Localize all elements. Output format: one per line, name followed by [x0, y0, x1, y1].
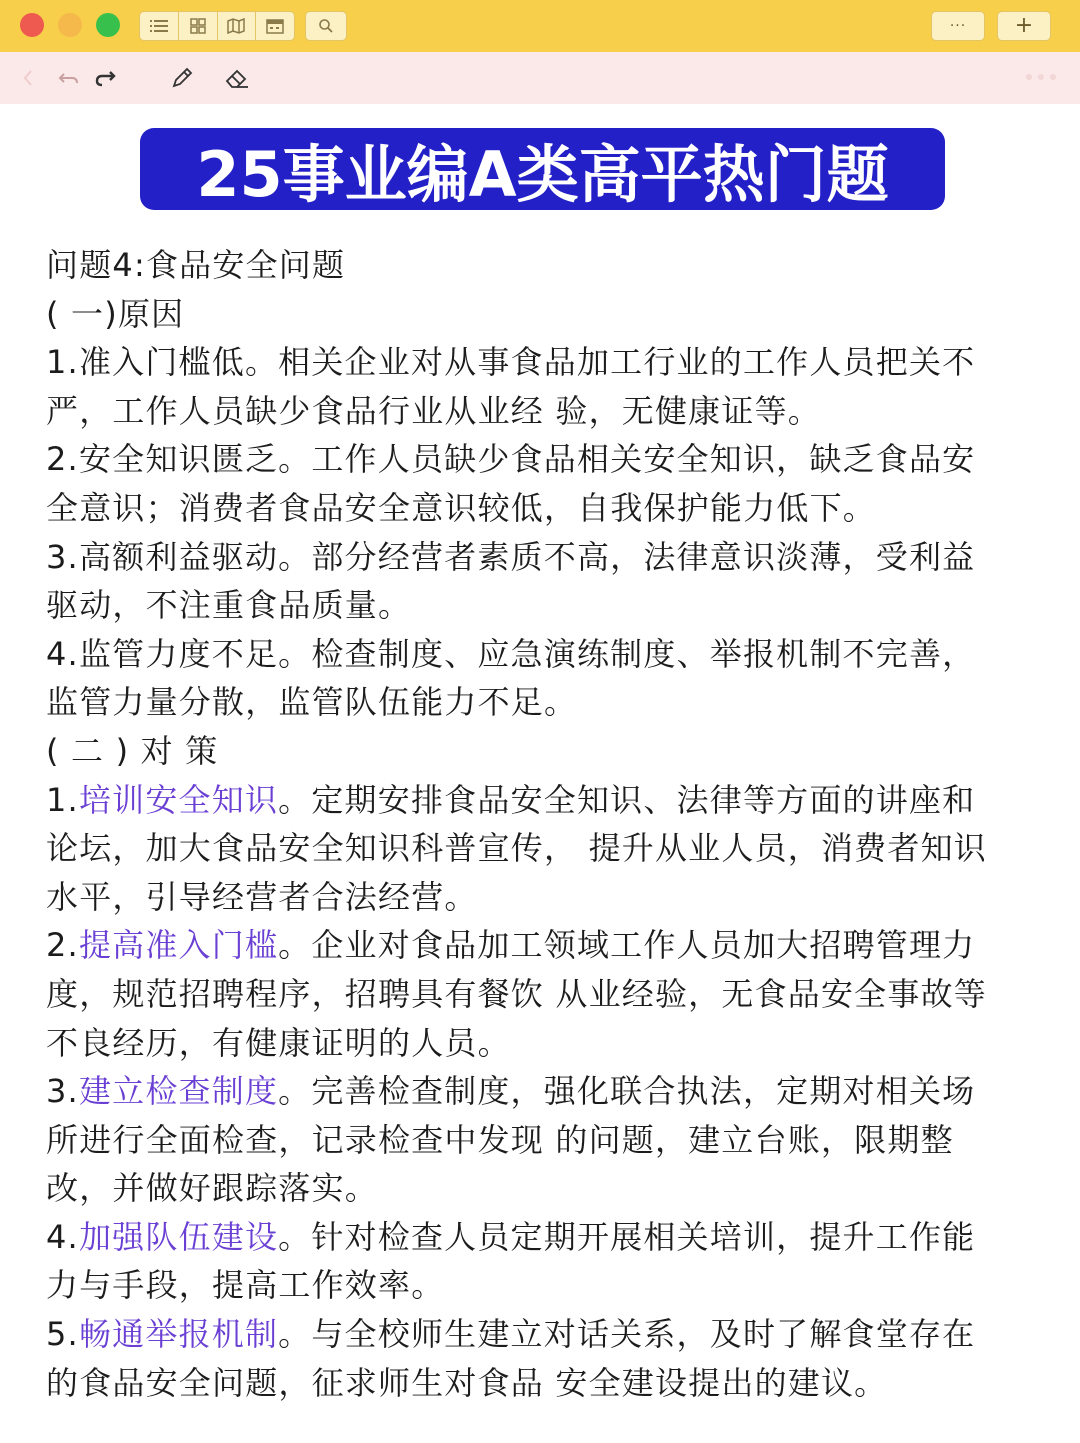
- measure-item-4-line-1: 4.加强队伍建设。针对检查人员定期开展相关培训，提升工作能: [46, 1217, 976, 1256]
- section-heading-causes: ( 一)原因: [46, 294, 185, 333]
- list-icon: [150, 19, 168, 33]
- more-options-button[interactable]: ···: [931, 11, 985, 41]
- toolbar-overflow-dots[interactable]: [1026, 74, 1056, 80]
- minimize-window-button[interactable]: [58, 13, 82, 37]
- measure-item-3-line-3: 改，并做好跟踪落实。: [46, 1169, 379, 1208]
- section-heading-measures: ( 二 ) 对 策: [46, 731, 219, 770]
- measure-item-5-line-2: 的食品安全问题，征求师生对食品 安全建设提出的建议。: [46, 1363, 888, 1402]
- measure-item-4-line-2: 力与手段，提高工作效率。: [46, 1266, 445, 1305]
- cause-item-4-line-1: 4.监管力度不足。检查制度、应急演练制度、举报机制不完善，: [46, 634, 976, 673]
- measure-2-keyword: 提高准入门槛: [78, 926, 279, 965]
- measure-item-3-line-2: 所进行全面检查，记录检查中发现 的问题，建立台账，限期整: [46, 1120, 954, 1159]
- add-note-button[interactable]: +: [997, 11, 1051, 41]
- grid-view-button[interactable]: [179, 12, 218, 40]
- view-mode-segmented-control: [139, 11, 295, 41]
- page-title: 25事业编A类高平热门题: [196, 137, 889, 211]
- note-content[interactable]: [46, 241, 1041, 1407]
- map-icon: [227, 18, 245, 34]
- cause-item-3-line-1: 3.高额利益驱动。部分经营者素质不高，法律意识淡薄，受利益: [46, 537, 976, 576]
- cause-item-3-line-2: 驱动，不注重食品质量。: [46, 586, 412, 625]
- search-icon: [318, 18, 334, 34]
- measure-4-keyword: 加强队伍建设: [78, 1217, 279, 1256]
- measure-3-keyword: 建立检查制度: [78, 1072, 279, 1111]
- redo-icon: [94, 68, 116, 88]
- pencil-icon: [170, 66, 194, 90]
- measure-item-2-line-1: 2.提高准入门槛。企业对食品加工领域工作人员加大招聘管理力: [46, 926, 976, 965]
- eraser-tool-button[interactable]: [224, 66, 250, 90]
- calendar-icon: [266, 18, 284, 34]
- cause-item-4-line-2: 监管力量分散，监管队伍能力不足。: [46, 683, 578, 722]
- close-window-button[interactable]: [20, 13, 44, 37]
- measure-item-1-line-2: 论坛，加大食品安全知识科普宣传， 提升从业人员，消费者知识: [46, 829, 987, 868]
- edit-toolbar: [0, 52, 1080, 104]
- calendar-view-button[interactable]: [256, 12, 294, 40]
- measure-item-2-line-3: 不良经历，有健康证明的人员。: [46, 1023, 511, 1062]
- cause-item-1-line-1: 1.准入门槛低。相关企业对从事食品加工行业的工作人员把关不: [46, 343, 976, 382]
- question-heading: 问题4:食品安全问题: [46, 246, 346, 284]
- cause-item-2-line-2: 全意识；消费者食品安全意识较低，自我保护能力低下。: [46, 488, 877, 527]
- search-button[interactable]: [305, 11, 347, 41]
- measure-1-keyword: 培训安全知识: [78, 780, 279, 819]
- pen-tool-button[interactable]: [170, 66, 194, 90]
- measure-5-keyword: 畅通举报机制: [78, 1315, 279, 1354]
- eraser-icon: [224, 66, 250, 90]
- window-titlebar: [0, 0, 1080, 52]
- grid-icon: [190, 18, 206, 34]
- measure-item-1-line-3: 水平，引导经营者合法经营。: [46, 877, 478, 916]
- title-banner: [140, 128, 945, 210]
- map-view-button[interactable]: [218, 12, 257, 40]
- back-button[interactable]: [22, 66, 34, 90]
- list-view-button[interactable]: [140, 12, 179, 40]
- cause-item-1-line-2: 严，工作人员缺少食品行业从业经 验，无健康证等。: [46, 391, 821, 430]
- measure-item-1-line-1: 1.培训安全知识。定期安排食品安全知识、法律等方面的讲座和: [46, 780, 976, 819]
- measure-item-2-line-2: 度，规范招聘程序，招聘具有餐饮 从业经验，无食品安全事故等: [46, 974, 987, 1013]
- measure-item-3-line-1: 3.建立检查制度。完善检查制度，强化联合执法，定期对相关场: [46, 1072, 976, 1111]
- cause-item-2-line-1: 2.安全知识匮乏。工作人员缺少食品相关安全知识，缺乏食品安: [46, 440, 976, 479]
- undo-button[interactable]: [58, 66, 80, 90]
- zoom-window-button[interactable]: [96, 13, 120, 37]
- redo-button[interactable]: [94, 66, 116, 90]
- chevron-left-icon: [22, 68, 34, 88]
- undo-icon: [58, 68, 80, 88]
- measure-item-5-line-1: 5.畅通举报机制。与全校师生建立对话关系，及时了解食堂存在: [46, 1315, 976, 1354]
